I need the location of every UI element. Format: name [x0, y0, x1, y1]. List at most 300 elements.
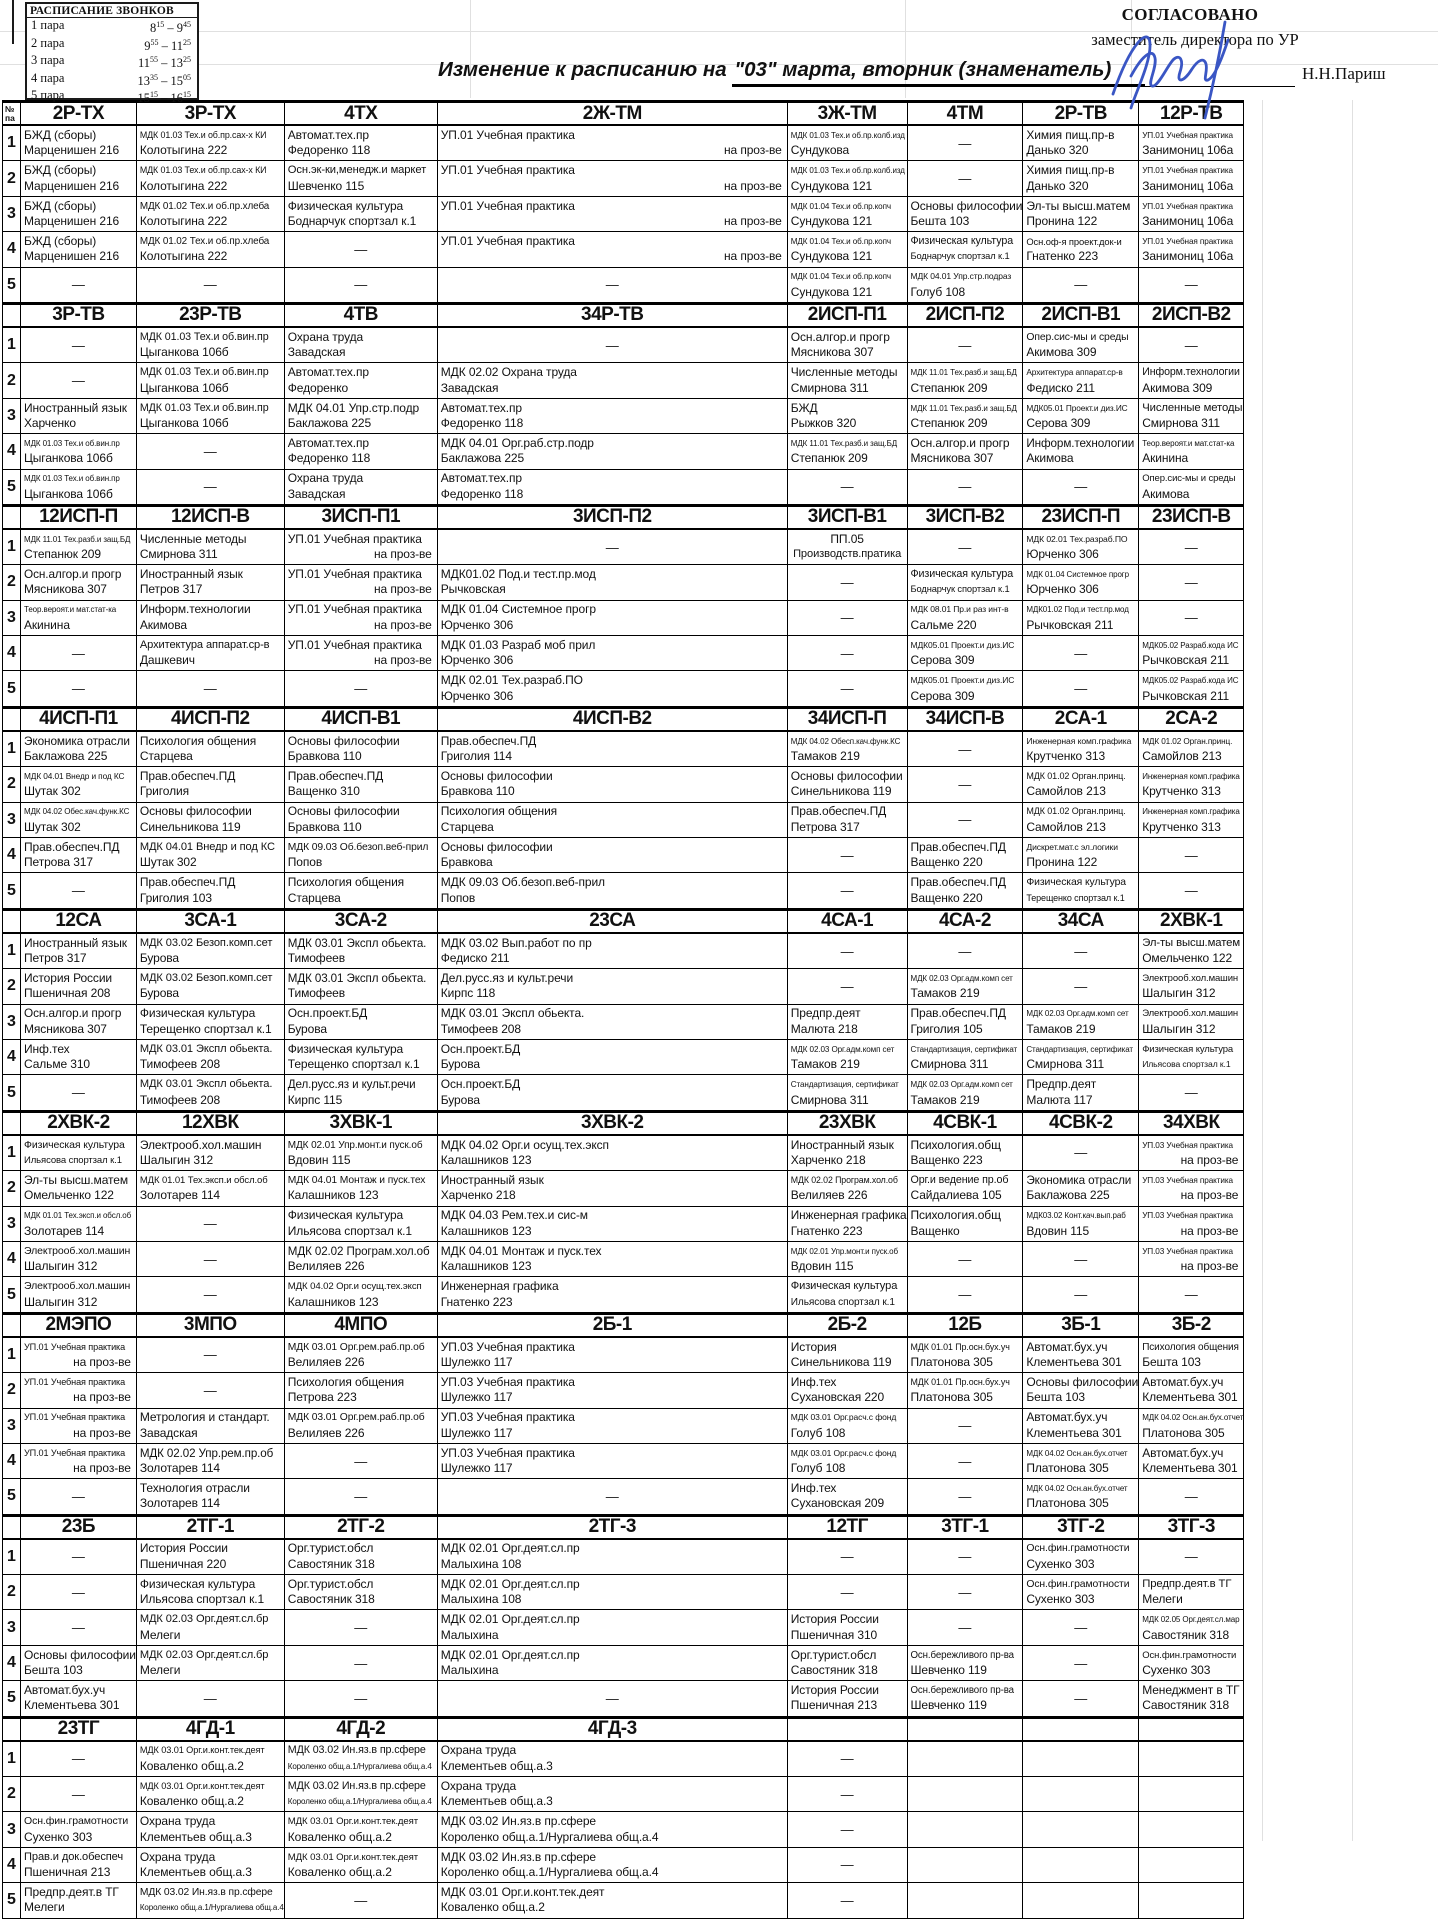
schedule-cell: Предпр.деят Малюта 218	[787, 1004, 907, 1039]
group-header: 3Р-ТХ	[136, 102, 284, 126]
schedule-cell: —	[907, 933, 1023, 969]
schedule-row	[3, 1004, 1244, 1039]
schedule-cell: Осн.фин.грамотности Сухенко 303	[1023, 1575, 1139, 1610]
group-header: 3СА-2	[284, 909, 437, 933]
schedule-cell: Автомат.тех.пр Федоренко 118	[437, 398, 787, 433]
schedule-cell: —	[907, 1408, 1023, 1443]
schedule-cell: Психология общения Петрова 223	[284, 1373, 437, 1408]
group-header: 3ХВК-1	[284, 1111, 437, 1135]
group-header: 23ИСП-П	[1023, 505, 1139, 529]
schedule-cell: —	[1139, 1479, 1244, 1515]
schedule-cell: —	[284, 267, 437, 303]
pair-number: 4	[3, 1847, 21, 1882]
group-header: 4ИСП-П2	[136, 707, 284, 731]
schedule-cell	[907, 1812, 1023, 1847]
schedule-row	[3, 1539, 1244, 1575]
pair-number: 3	[3, 1408, 21, 1443]
group-header: 23СА	[437, 909, 787, 933]
pair-number: 5	[3, 1479, 21, 1515]
pair-number: 3	[3, 600, 21, 635]
schedule-cell: МДК 02.03 Орг.деят.сл.бр Мелеги	[136, 1645, 284, 1680]
schedule-cell: —	[284, 1883, 437, 1918]
schedule-cell: Инф.тех Сухановская 220	[787, 1373, 907, 1408]
group-header: 4СА-2	[907, 909, 1023, 933]
schedule-cell: —	[907, 1277, 1023, 1313]
schedule-cell: —	[136, 1337, 284, 1373]
schedule-cell: —	[907, 1575, 1023, 1610]
schedule-cell: —	[21, 1575, 137, 1610]
group-header: 23ИСП-В	[1139, 505, 1244, 529]
schedule-cell: —	[1023, 969, 1139, 1004]
group-header: 2ТГ-1	[136, 1515, 284, 1539]
group-header	[1139, 1717, 1244, 1741]
schedule-cell: —	[1139, 267, 1244, 303]
schedule-cell: МДК 02.02 Програм.хол.об Велиляев 226	[284, 1241, 437, 1276]
schedule-cell: Осн.фин.грамотности Сухенко 303	[1023, 1539, 1139, 1575]
group-header: 34Р-ТВ	[437, 303, 787, 327]
schedule-cell: МДК 03.01 Орг.и.конт.тек.деят Коваленко общ.а.2	[136, 1741, 284, 1777]
schedule-cell: УП.01 Учебная практика на проз-ве	[284, 600, 437, 635]
schedule-cell: МДК 01.03 Тех.и об.пр.сах-х КИ Колотыгина 222	[136, 161, 284, 196]
schedule-cell: МДК 03.01 Орг.и.конт.тек.деят Коваленко общ.а.2	[284, 1847, 437, 1882]
schedule-cell: МДК03.02 Конт.кач.вып.раб Вдовин 115	[1023, 1206, 1139, 1241]
schedule-row	[3, 1610, 1244, 1645]
pair-number: 1	[3, 1337, 21, 1373]
schedule-row	[3, 1645, 1244, 1680]
group-header: 3Б-2	[1139, 1313, 1244, 1337]
group-header: 3ИСП-В1	[787, 505, 907, 529]
schedule-cell: Физическая культура Терещенко спортзал к.1	[1023, 873, 1139, 909]
pair-number: 1	[3, 327, 21, 363]
schedule-cell: МДК 03.01 Экспл обьекта. Тимофеев 208	[437, 1004, 787, 1039]
schedule-row	[3, 398, 1244, 433]
schedule-cell: МДК 04.02 Осн.ан.бух.отчет Платонова 305	[1139, 1408, 1244, 1443]
schedule-cell: МДК 03.01 Экспл обьекта. Тимофеев	[284, 969, 437, 1004]
schedule-cell: —	[437, 1479, 787, 1515]
schedule-row	[3, 1741, 1244, 1777]
schedule-cell: МДК 04.02 Орг.и осущ.тех.эксп Калашников 123	[437, 1135, 787, 1171]
pair-number-header	[3, 1313, 21, 1337]
pair-number-header	[3, 1717, 21, 1741]
group-header: 2ИСП-В2	[1139, 303, 1244, 327]
schedule-cell: —	[437, 1681, 787, 1717]
schedule-cell: УП.01 Учебная практика Занимониц 106а	[1139, 196, 1244, 231]
schedule-cell: Инженерная комп.графика Крутченко 313	[1023, 731, 1139, 767]
schedule-cell: МДК 04.01 Упр.стр.подраз Голуб 108	[907, 267, 1023, 303]
schedule-cell: Информ.технологии Акимова	[1023, 434, 1139, 469]
pair-number: 4	[3, 636, 21, 671]
bell-row: 3 пара $11^{55} - 13^{25}$	[31, 53, 191, 71]
schedule-cell: Электрооб.хол.машин Шалыгин 312	[1139, 1004, 1244, 1039]
schedule-cell: Архитектура аппарат.ср-в Дашкевич	[136, 636, 284, 671]
schedule-cell: —	[136, 434, 284, 469]
group-header: 2ИСП-П2	[907, 303, 1023, 327]
schedule-cell: УП.03 Учебная практика на проз-ве	[1139, 1135, 1244, 1171]
schedule-cell: МДК 02.01 Тех.разраб.ПО Юрченко 306	[1023, 529, 1139, 565]
schedule-row	[3, 767, 1244, 802]
group-header: 3ИСП-П2	[437, 505, 787, 529]
pair-number: 1	[3, 1539, 21, 1575]
schedule-row	[3, 1171, 1244, 1206]
schedule-cell: —	[787, 1539, 907, 1575]
group-header: 2СА-2	[1139, 707, 1244, 731]
group-header: 4ГД-3	[437, 1717, 787, 1741]
schedule-cell: МДК 03.01 Орг.и.конт.тек.деят Коваленко общ.а.2	[136, 1777, 284, 1812]
schedule-cell: Иностранный язык Харченко 218	[787, 1135, 907, 1171]
schedule-cell: —	[787, 1777, 907, 1812]
schedule-cell: УП.01 Учебная практика на проз-ве	[21, 1408, 137, 1443]
schedule-cell: —	[907, 529, 1023, 565]
schedule-cell: МДК 04.02 Орг.и осущ.тех.эксп Калашников 123	[284, 1277, 437, 1313]
schedule-cell: Инженерная графика Гнатенко 223	[787, 1206, 907, 1241]
group-header: 4ИСП-В2	[437, 707, 787, 731]
schedule-cell	[1139, 1777, 1244, 1812]
schedule-cell: МДК 01.03 Тех.и об.пр.сах-х КИ Колотыгина 222	[136, 125, 284, 161]
schedule-cell: МДК05.01 Проект.и диз.ИС Серова 309	[907, 636, 1023, 671]
schedule-cell: Эл-ты высш.матем Пронина 122	[1023, 196, 1139, 231]
schedule-row	[3, 636, 1244, 671]
schedule-cell: Инф.тех Сальме 310	[21, 1039, 137, 1074]
schedule-cell: Химия пищ.пр-в Данько 320	[1023, 161, 1139, 196]
pair-number: 2	[3, 363, 21, 398]
pair-number: 1	[3, 1135, 21, 1171]
schedule-cell: МДК 04.01 Упр.стр.подр Баклажова 225	[284, 398, 437, 433]
schedule-cell: —	[1023, 1277, 1139, 1313]
schedule-cell: —	[907, 125, 1023, 161]
schedule-row	[3, 1241, 1244, 1276]
schedule-cell: Автомат.тех.пр Федоренко 118	[284, 434, 437, 469]
schedule-cell: МДК05.01 Проект.и диз.ИС Серова 309	[907, 671, 1023, 707]
schedule-cell: УП.01 Учебная практика на проз-ве	[437, 196, 787, 231]
schedule-cell: Стандартизация, сертификат Смирнова 311	[1023, 1039, 1139, 1074]
schedule-cell: УП.01 Учебная практика Занимониц 106а	[1139, 125, 1244, 161]
pair-number-header	[3, 909, 21, 933]
schedule-cell: —	[21, 671, 137, 707]
schedule-cell: Физическая культура Терещенко спортзал к.1	[136, 1004, 284, 1039]
schedule-cell: МДК 01.01 Тех.эксп.и обсл.об Золотарев 114	[21, 1206, 137, 1241]
pair-number: 3	[3, 1004, 21, 1039]
group-header: 2ХВК-2	[21, 1111, 137, 1135]
pair-number: 5	[3, 1681, 21, 1717]
group-header: 34СА	[1023, 909, 1139, 933]
bell-row: 2 пара $9^{55} - 11^{25}$	[31, 35, 191, 53]
schedule-cell: МДК 03.01 Экспл обьекта. Тимофеев 208	[136, 1039, 284, 1074]
schedule-row	[3, 1443, 1244, 1478]
schedule-cell: МДК 04.01 Монтаж и пуск.тех Калашников 123	[284, 1171, 437, 1206]
schedule-cell: Прав.обеспеч.ПД Ващенко 220	[907, 838, 1023, 873]
schedule-cell: МДК 02.03 Орг.адм.комп сет Тамаков 219	[787, 1039, 907, 1074]
schedule-cell: —	[1139, 327, 1244, 363]
schedule-cell: —	[21, 1479, 137, 1515]
schedule-cell: —	[787, 1847, 907, 1882]
pair-number-header	[3, 1515, 21, 1539]
schedule-cell: Автомат.тех.пр Федоренко	[284, 363, 437, 398]
schedule-cell: УП.03 Учебная практика на проз-ве	[1139, 1241, 1244, 1276]
schedule-cell: МДК 03.02 Ин.яз.в пр.сфере Короленко общ.а.1/Нургалиева общ.а.4	[284, 1777, 437, 1812]
schedule-cell: Основы философии Бравкова 110	[284, 802, 437, 837]
pair-number: 5	[3, 873, 21, 909]
page-title	[438, 58, 1145, 87]
schedule-cell: МДК 03.01 Орг.и.конт.тек.деят Коваленко общ.а.2	[437, 1883, 787, 1918]
schedule-cell: МДК 02.03 Орг.адм.комп сет Тамаков 219	[1023, 1004, 1139, 1039]
schedule-cell: Архитектура аппарат.ср-в Федиско 211	[1023, 363, 1139, 398]
schedule-row	[3, 125, 1244, 161]
schedule-cell: —	[1139, 1075, 1244, 1111]
schedule-cell: —	[1023, 469, 1139, 505]
group-header: 2Б-2	[787, 1313, 907, 1337]
schedule-cell: МДК 01.03 Тех.и об.вин.пр Цыганкова 106б	[21, 469, 137, 505]
schedule-cell: —	[21, 1777, 137, 1812]
schedule-cell: —	[437, 267, 787, 303]
group-header: 3ХВК-2	[437, 1111, 787, 1135]
schedule-cell: МДК 01.01 Пр.осн.бух.уч Платонова 305	[907, 1337, 1023, 1373]
schedule-cell: Психология общения Старцева	[437, 802, 787, 837]
schedule-cell: Автомат.тех.пр Федоренко 118	[284, 125, 437, 161]
schedule-cell: Экономика отрасли Баклажова 225	[21, 731, 137, 767]
schedule-cell: —	[907, 1539, 1023, 1575]
schedule-cell: Охрана труда Клементьев общ.а.3	[136, 1812, 284, 1847]
schedule-cell: —	[1139, 565, 1244, 600]
schedule-cell: Численные методы Смирнова 311	[136, 529, 284, 565]
schedule-cell: МДК 01.02 Тех.и об.пр.хлеба Колотыгина 222	[136, 196, 284, 231]
pair-number: 3	[3, 1610, 21, 1645]
pair-number: 2	[3, 767, 21, 802]
group-header	[787, 1717, 907, 1741]
group-header: 23Р-ТВ	[136, 303, 284, 327]
schedule-cell: —	[136, 1277, 284, 1313]
group-header: 4ТМ	[907, 102, 1023, 126]
schedule-cell: МДК 04.01 Орг.раб.стр.подр Баклажова 225	[437, 434, 787, 469]
schedule-cell: МДК 01.03 Тех.и об.пр.колб.изд Сундукова 121	[787, 161, 907, 196]
schedule-cell: МДК01.02 Под.и тест.пр.мод Рычковская 211	[1023, 600, 1139, 635]
schedule-cell: Автомат.бух.уч Клементьева 301	[1139, 1373, 1244, 1408]
schedule-cell: Стандартизация, сертификат Смирнова 311	[907, 1039, 1023, 1074]
schedule-cell: Осн.алгор.и прогр Мясникова 307	[21, 565, 137, 600]
pair-number: 4	[3, 1039, 21, 1074]
schedule-cell: История России Пшеничная 310	[787, 1610, 907, 1645]
schedule-cell: БЖД Рыжков 320	[787, 398, 907, 433]
schedule-cell: БЖД (сборы) Марценишен 216	[21, 125, 137, 161]
schedule-cell: Автомат.тех.пр Федоренко 118	[437, 469, 787, 505]
schedule-cell: УП.01 Учебная практика на проз-ве	[284, 565, 437, 600]
schedule-cell: Предпр.деят.в ТГ Мелеги	[21, 1883, 137, 1918]
schedule-cell: МДК 01.04 Тех.и об.пр.копч Сундукова 121	[787, 196, 907, 231]
schedule-cell: Орг.турист.обсл Савостяник 318	[284, 1575, 437, 1610]
schedule-row	[3, 802, 1244, 837]
group-header: 34ХВК	[1139, 1111, 1244, 1135]
schedule-cell: Осн.проект.БД Бурова	[437, 1075, 787, 1111]
schedule-cell: —	[1139, 529, 1244, 565]
pair-number: 3	[3, 196, 21, 231]
bell-row: 4 пара $13^{35} - 15^{05}$	[31, 70, 191, 88]
schedule-cell: —	[1139, 838, 1244, 873]
schedule-cell: УП.01 Учебная практика на проз-ве	[437, 161, 787, 196]
schedule-row	[3, 1575, 1244, 1610]
schedule-cell: МДК 01.04 Тех.и об.пр.копч Сундукова 121	[787, 232, 907, 267]
pair-number: 2	[3, 565, 21, 600]
schedule-row	[3, 565, 1244, 600]
group-header: 2СА-1	[1023, 707, 1139, 731]
pair-number: 5	[3, 1075, 21, 1111]
schedule-cell: Орг.турист.обсл Савостяник 318	[284, 1539, 437, 1575]
group-header: 3Б-1	[1023, 1313, 1139, 1337]
schedule-cell: МДК 01.03 Тех.и об.пр.колб.изд Сундукова	[787, 125, 907, 161]
schedule-row	[3, 267, 1244, 303]
schedule-cell	[1023, 1812, 1139, 1847]
schedule-cell: —	[787, 1812, 907, 1847]
schedule-cell: Электрооб.хол.машин Шалыгин 312	[1139, 969, 1244, 1004]
schedule-row	[3, 838, 1244, 873]
schedule-cell: МДК 01.04 Системное прогр Юрченко 306	[1023, 565, 1139, 600]
schedule-cell: МДК 02.02 Упр.рем.пр.об Золотарев 114	[136, 1443, 284, 1478]
schedule-cell: Осн.проект.БД Бурова	[284, 1004, 437, 1039]
group-header: 2ТГ-3	[437, 1515, 787, 1539]
group-header: 2ИСП-П1	[787, 303, 907, 327]
schedule-cell: МДК 01.04 Тех.и об.пр.копч Сундукова 121	[787, 267, 907, 303]
schedule-cell: —	[21, 1539, 137, 1575]
group-header: 12СА	[21, 909, 137, 933]
group-header: 2Б-1	[437, 1313, 787, 1337]
corner-mark	[12, 0, 14, 44]
schedule-cell: —	[21, 1075, 137, 1111]
schedule-cell: МДК05.01 Проект.и диз.ИС Серова 309	[1023, 398, 1139, 433]
schedule-cell: Физическая культура Боднарчук спортзал к.1	[284, 196, 437, 231]
schedule-cell: —	[1023, 671, 1139, 707]
schedule-cell: —	[136, 469, 284, 505]
group-header: 3ИСП-В2	[907, 505, 1023, 529]
pair-number: 3	[3, 1812, 21, 1847]
schedule-cell: —	[1139, 1277, 1244, 1313]
schedule-cell: БЖД (сборы) Марценишен 216	[21, 232, 137, 267]
schedule-cell: Эл-ты высш.матем Омельченко 122	[21, 1171, 137, 1206]
schedule-cell: УП.01 Учебная практика на проз-ве	[284, 636, 437, 671]
schedule-row	[3, 196, 1244, 231]
group-header: 12ХВК	[136, 1111, 284, 1135]
schedule-cell: МДК 04.01 Монтаж и пуск.тех Калашников 123	[437, 1241, 787, 1276]
schedule-cell: —	[1023, 636, 1139, 671]
schedule-cell: Основы философии Бешта 103	[1023, 1373, 1139, 1408]
schedule-cell	[1023, 1777, 1139, 1812]
schedule-cell: Дискрет.мат.с эл.логики Пронина 122	[1023, 838, 1139, 873]
group-header: 2ИСП-В1	[1023, 303, 1139, 327]
bell-rows	[27, 18, 197, 106]
schedule-cell: Иностранный язык Петров 317	[21, 933, 137, 969]
schedule-cell: Охрана труда Клементьев общ.а.3	[136, 1847, 284, 1882]
signature-icon	[1095, 14, 1295, 124]
schedule-cell: Прав.обеспеч.ПД Ващенко 310	[284, 767, 437, 802]
approval-agreed: СОГЛАСОВАНО	[1121, 5, 1259, 24]
schedule-cell: —	[284, 1681, 437, 1717]
schedule-cell: Дел.русс.яз и культ.речи Кирпс 118	[437, 969, 787, 1004]
schedule-row	[3, 1039, 1244, 1074]
group-header: 23ХВК	[787, 1111, 907, 1135]
schedule-cell: —	[21, 636, 137, 671]
schedule-cell: —	[136, 1681, 284, 1717]
schedule-cell: МДК 01.01 Тех.эксп.и обсл.об Золотарев 114	[136, 1171, 284, 1206]
schedule-cell: —	[907, 161, 1023, 196]
schedule-cell: МДК 03.01 Орг.расч.с фонд Голуб 108	[787, 1443, 907, 1478]
schedule-cell: МДК 01.02 Орган.принц. Самойлов 213	[1023, 767, 1139, 802]
schedule-cell	[1139, 1812, 1244, 1847]
schedule-cell: МДК 01.03 Тех.и об.вин.пр Цыганкова 106б	[136, 398, 284, 433]
schedule-cell: Охрана труда Завадская	[284, 327, 437, 363]
schedule-cell: Предпр.деят Малюта 117	[1023, 1075, 1139, 1111]
schedule-row	[3, 1812, 1244, 1847]
schedule-cell: Иностранный язык Петров 317	[136, 565, 284, 600]
schedule-cell: МДК 03.02 Ин.яз.в пр.сфере Короленко общ.а.1/Нургалиева общ.а.4	[437, 1812, 787, 1847]
group-header: 4ТВ	[284, 303, 437, 327]
schedule-cell	[907, 1741, 1023, 1777]
schedule-cell: Прав.и док.обеспеч Пшеничная 213	[21, 1847, 137, 1882]
schedule-cell: Предпр.деят.в ТГ Мелеги	[1139, 1575, 1244, 1610]
schedule-cell: МДК 03.01 Экспл обьекта. Тимофеев	[284, 933, 437, 969]
schedule-cell: —	[1023, 1241, 1139, 1276]
schedule-cell: —	[136, 267, 284, 303]
schedule-cell: Психология общения Старцева	[136, 731, 284, 767]
group-header: 2Р-ТХ	[21, 102, 137, 126]
schedule-row	[3, 969, 1244, 1004]
schedule-cell: —	[787, 933, 907, 969]
schedule-cell: МДК 03.01 Орг.расч.с фонд Голуб 108	[787, 1408, 907, 1443]
schedule-cell: Автомат.бух.уч Клементьева 301	[1023, 1408, 1139, 1443]
schedule-cell: Опер.сис-мы и среды Акимова	[1139, 469, 1244, 505]
schedule-cell: —	[1023, 267, 1139, 303]
pair-number: 2	[3, 969, 21, 1004]
schedule-cell: МДК 02.01 Орг.деят.сл.пр Малыхина	[437, 1610, 787, 1645]
pair-number: 2	[3, 1777, 21, 1812]
pair-number: 4	[3, 1241, 21, 1276]
schedule-cell: Автомат.бух.уч Клементьева 301	[21, 1681, 137, 1717]
schedule-cell: УП.01 Учебная практика на проз-ве	[21, 1443, 137, 1478]
pair-number: 4	[3, 838, 21, 873]
pair-number-header	[3, 303, 21, 327]
schedule-cell: МДК 01.01 Пр.осн.бух.уч Платонова 305	[907, 1373, 1023, 1408]
schedule-cell: УП.01 Учебная практика Занимониц 106а	[1139, 161, 1244, 196]
schedule-cell: УП.03 Учебная практика Шулежко 117	[437, 1443, 787, 1478]
schedule-cell: Прав.обеспеч.ПД Григолия	[136, 767, 284, 802]
group-header: 12ИСП-В	[136, 505, 284, 529]
schedule-row	[3, 1075, 1244, 1111]
group-header: 4ГД-2	[284, 1717, 437, 1741]
group-header: 2ТГ-2	[284, 1515, 437, 1539]
group-header: 2Р-ТВ	[1023, 102, 1139, 126]
schedule-cell	[1023, 1847, 1139, 1882]
pair-number: 5	[3, 1277, 21, 1313]
schedule-cell: Основы философии Бравкова 110	[437, 767, 787, 802]
schedule-row	[3, 434, 1244, 469]
schedule-cell: —	[787, 636, 907, 671]
schedule-cell: БЖД (сборы) Марценишен 216	[21, 161, 137, 196]
schedule-cell: Осн.проект.БД Бурова	[437, 1039, 787, 1074]
schedule-cell: —	[1023, 1645, 1139, 1680]
group-header: 12ИСП-П	[21, 505, 137, 529]
group-header: 3ТГ-3	[1139, 1515, 1244, 1539]
schedule-cell: МДК 03.02 Вып.работ по пр Федиско 211	[437, 933, 787, 969]
group-header: 2Ж-ТМ	[437, 102, 787, 126]
schedule-cell: Осн.оф-я проект.док-и Гнатенко 223	[1023, 232, 1139, 267]
pair-number: 3	[3, 802, 21, 837]
schedule-cell	[907, 1777, 1023, 1812]
schedule-cell: —	[907, 1610, 1023, 1645]
schedule-cell: МДК 04.02 Осн.ан.бух.отчет Платонова 305	[1023, 1479, 1139, 1515]
schedule-row	[3, 933, 1244, 969]
schedule-cell: —	[21, 873, 137, 909]
schedule-cell: МДК 11.01 Тех.разб.и защ.БД Степанюк 209	[907, 398, 1023, 433]
schedule-cell: МДК 02.02 Охрана труда Завадская	[437, 363, 787, 398]
schedule-cell: Физическая культура Боднарчук спортзал к.1	[907, 565, 1023, 600]
schedule-cell: Психология.общ Ващенко	[907, 1206, 1023, 1241]
schedule-cell: Психология общения Старцева	[284, 873, 437, 909]
